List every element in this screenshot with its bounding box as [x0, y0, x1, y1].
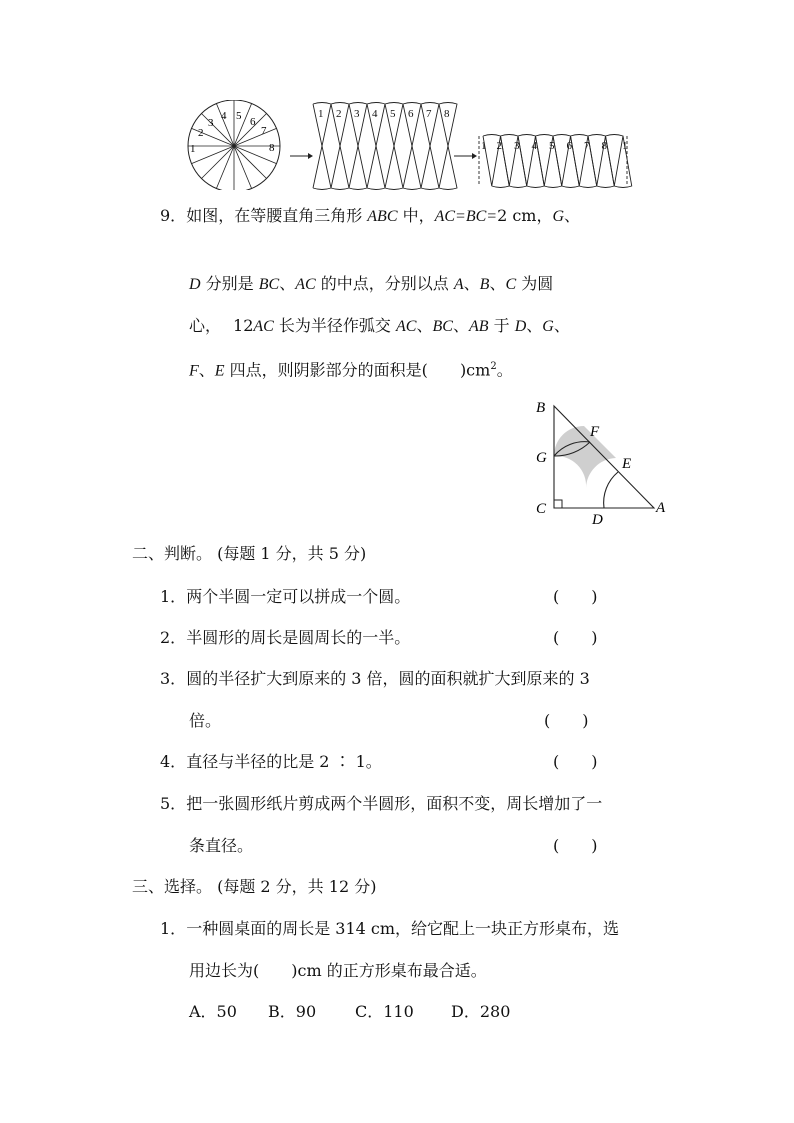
- text: 。: [496, 360, 513, 380]
- text: 四点，则阴影部分的面积是(: [224, 360, 428, 380]
- q9-line3: [189, 316, 570, 337]
- text: )cm: [459, 360, 491, 380]
- label-f: F: [590, 424, 600, 440]
- label-a: A: [656, 500, 666, 516]
- item-number: 4．: [160, 752, 187, 771]
- rect-number: 1: [622, 140, 628, 152]
- item-number: 2．: [160, 628, 187, 647]
- judge-item-1: [160, 587, 410, 607]
- sector-strip: [313, 103, 457, 190]
- circle-number: 8: [269, 142, 275, 154]
- text: 、: [526, 316, 543, 335]
- q9-line1: [160, 206, 580, 227]
- bottom-sector: [421, 146, 439, 190]
- rect-number: 6: [566, 140, 572, 152]
- math: AC: [253, 318, 274, 335]
- superscript: 2: [490, 361, 497, 372]
- text: 、: [416, 316, 433, 335]
- rect-number: 7: [584, 140, 590, 152]
- rect-number: 3: [514, 140, 520, 152]
- item-text: 一种圆桌面的周长是 314 cm，给它配上一块正方形桌布，选: [186, 919, 620, 938]
- text: 、: [452, 316, 469, 335]
- choice-item-1: [160, 919, 619, 939]
- right-angle-mark: [554, 500, 562, 508]
- circle-number: 7: [261, 125, 267, 137]
- rect-number: 2: [496, 140, 502, 152]
- parallelogram-strip: [479, 135, 632, 188]
- rect-number: 1: [481, 140, 487, 152]
- item-text: 直径与半径的比是 2 ∶ 1。: [186, 752, 382, 771]
- section3-heading: 三、选择。 (每题 2 分，共 12 分): [132, 877, 377, 896]
- bottom-sector: [367, 146, 385, 190]
- answer-paren[interactable]: ( ): [553, 628, 598, 647]
- math: AB: [468, 318, 489, 335]
- text: 2 cm，: [497, 206, 553, 225]
- answer-paren[interactable]: ( ): [553, 836, 598, 855]
- math: G: [542, 318, 554, 335]
- circle-number: 4: [221, 110, 227, 122]
- rect-sector: [606, 135, 624, 187]
- strip-number: 1: [318, 108, 324, 120]
- bottom-sector: [349, 146, 367, 190]
- judge-item-5: [160, 794, 602, 814]
- shaded-region: [554, 426, 616, 488]
- option-b[interactable]: B．90: [268, 1002, 317, 1021]
- item-text: 把一张圆形纸片剪成两个半圆形，面积不变，周长增加了一: [186, 794, 603, 813]
- math: D: [514, 318, 527, 335]
- text: 中，: [397, 206, 435, 225]
- math: G: [552, 208, 565, 225]
- answer-paren[interactable]: ( ): [553, 587, 598, 606]
- math: F: [189, 362, 199, 380]
- item-text: 圆的半径扩大到原来的 3 倍，圆的面积就扩大到原来的 3: [186, 669, 590, 688]
- strip-number: 6: [408, 108, 414, 120]
- math: B: [479, 276, 490, 293]
- bottom-sector: [313, 146, 331, 190]
- judge-item-3-cont: 倍。: [189, 711, 222, 730]
- circle-cut-figure: [180, 100, 640, 190]
- text: 心，: [189, 316, 222, 335]
- q9-number: 9．: [160, 206, 187, 225]
- item-number: 1．: [160, 919, 187, 938]
- judge-item-5-cont: 条直径。: [189, 836, 254, 855]
- text: 、: [198, 360, 215, 380]
- strip-number: 4: [372, 108, 378, 120]
- option-d[interactable]: D．280: [451, 1002, 511, 1021]
- item-number: 5．: [160, 794, 187, 813]
- math: E: [214, 362, 225, 380]
- bottom-sector: [439, 146, 457, 190]
- q9-line2: [189, 274, 553, 295]
- option-a[interactable]: A．50: [189, 1002, 237, 1021]
- text: 12: [233, 316, 254, 335]
- rect-number: 5: [549, 140, 555, 152]
- math: ABC: [367, 208, 398, 225]
- item-text: 半圆形的周长是圆周长的一半。: [186, 628, 411, 647]
- rect-number: 4: [531, 140, 537, 152]
- math: BC: [432, 318, 453, 335]
- strip-number: 3: [354, 108, 360, 120]
- section2-heading: 二、判断。 (每题 1 分，共 5 分): [132, 544, 367, 563]
- bottom-sector: [403, 146, 421, 190]
- answer-paren[interactable]: ( ): [553, 752, 598, 771]
- rect-number: 8: [601, 140, 607, 152]
- math: AC=BC=: [434, 208, 498, 225]
- strip-number: 5: [390, 108, 396, 120]
- text: 、: [279, 274, 296, 293]
- label-b: B: [536, 400, 546, 416]
- text: 于: [488, 316, 515, 335]
- bottom-sector: [385, 146, 403, 190]
- strip-number: 7: [426, 108, 432, 120]
- math: BC: [258, 276, 280, 293]
- math: AC: [295, 276, 316, 293]
- q9-line4: [189, 357, 513, 381]
- circle-number: 5: [236, 110, 242, 122]
- text: 、: [489, 274, 506, 293]
- judge-item-3: [160, 669, 590, 689]
- text: 、: [553, 316, 570, 335]
- label-g: G: [536, 450, 547, 466]
- divided-circle: [188, 100, 280, 190]
- strip-number: 8: [444, 108, 450, 120]
- circle-number: 3: [208, 117, 214, 129]
- arc-bottom: [604, 472, 618, 508]
- answer-paren[interactable]: ( ): [544, 711, 589, 730]
- circle-number: 2: [198, 127, 204, 139]
- bottom-sector: [331, 146, 349, 190]
- triangle-figure: [528, 392, 678, 527]
- math: C: [505, 276, 517, 293]
- label-e: E: [622, 456, 632, 472]
- item-text: 两个半圆一定可以拼成一个圆。: [186, 587, 411, 606]
- strip-number: 2: [336, 108, 342, 120]
- item-number: 1．: [160, 587, 187, 606]
- item-number: 3．: [160, 669, 187, 688]
- judge-item-4: [160, 752, 382, 772]
- answer-blank[interactable]: [428, 360, 460, 379]
- text: 如图，在等腰直角三角形: [186, 206, 368, 225]
- text: 、: [564, 206, 581, 225]
- text: 的中点，分别以点: [315, 274, 454, 293]
- option-c[interactable]: C．110: [355, 1002, 414, 1021]
- choice-item-1-cont: 用边长为( )cm 的正方形桌布最合适。: [189, 961, 487, 980]
- judge-item-2: [160, 628, 410, 648]
- circle-number: 6: [250, 116, 256, 128]
- math: AC: [396, 318, 417, 335]
- math: D: [189, 276, 201, 293]
- text: 、: [463, 274, 480, 293]
- text: 为圆: [516, 274, 554, 293]
- circle-number: 1: [190, 143, 196, 155]
- text: 分别是: [200, 274, 259, 293]
- math: A: [453, 276, 464, 293]
- label-d: D: [592, 512, 603, 527]
- label-c: C: [536, 501, 547, 517]
- text: 长为半径作弧交: [273, 316, 397, 335]
